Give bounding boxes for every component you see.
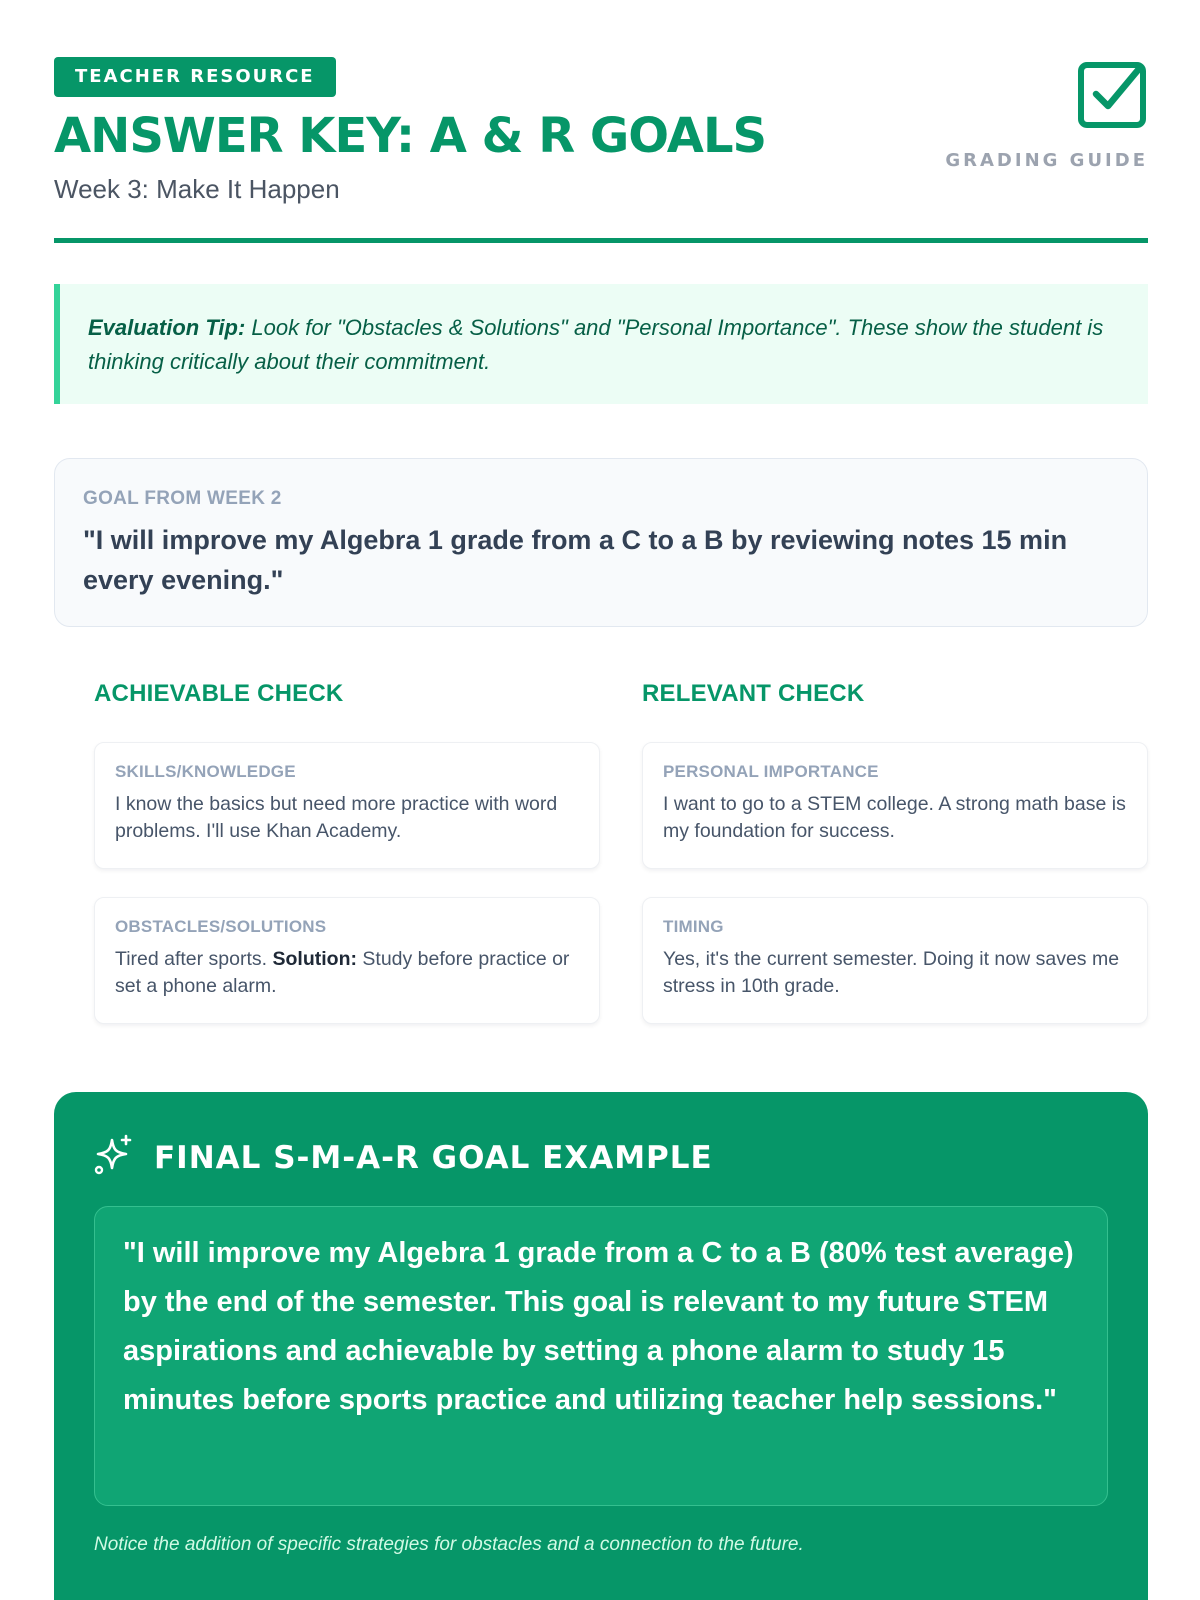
skills-text: I know the basics but need more practice with word problems. I'll use Khan Academy. (115, 793, 558, 842)
check-square-icon (1076, 58, 1148, 130)
tip-text: Look for "Obstacles & Solutions" and "Personal Importance". These show the student is thinking critically about their commitment. (88, 315, 1104, 374)
evaluation-tip (54, 284, 1148, 404)
obstacles-card (94, 897, 600, 1024)
achievable-column (94, 680, 600, 997)
previous-goal-card (54, 458, 1148, 627)
page-title: ANSWER KEY: A & R GOALS (54, 108, 767, 164)
final-goal-note: Notice the addition of specific strategies for obstacles and a connection to the future. (94, 1534, 804, 1555)
achievable-heading: ACHIEVABLE CHECK (94, 680, 344, 707)
importance-card (642, 742, 1148, 869)
obstacles-text (115, 946, 579, 1000)
obstacles-solution: Study before practice or set a phone alarm. (115, 948, 570, 997)
header-divider (54, 238, 1148, 243)
tip-label: Evaluation Tip: (88, 315, 246, 340)
relevant-column (642, 680, 1148, 997)
obstacles-label: OBSTACLES/SOLUTIONS (115, 917, 327, 936)
skills-card (94, 742, 600, 869)
final-goal-title: FINAL S-M-A-R GOAL EXAMPLE (154, 1140, 713, 1176)
timing-label: TIMING (663, 917, 724, 936)
importance-label: PERSONAL IMPORTANCE (663, 762, 879, 781)
grading-guide-label: GRADING GUIDE (945, 150, 1148, 171)
skills-label: SKILLS/KNOWLEDGE (115, 762, 296, 781)
previous-goal-quote: "I will improve my Algebra 1 grade from a C to a B by reviewing notes 15 min every evening." (83, 525, 1068, 595)
final-goal-quote: "I will improve my Algebra 1 grade from a C to a B (80% test average) by the end of the semester. This goal is relevant to my future STEM aspirations and achievable by setting a phone alarm to study 15 minutes before sports practice and utilizing teacher help sessions." (94, 1206, 1108, 1506)
timing-card (642, 897, 1148, 1024)
relevant-heading: RELEVANT CHECK (642, 680, 865, 707)
final-goal-section (54, 1092, 1148, 1600)
obstacles-problem: Tired after sports. (115, 948, 273, 970)
sparkles-icon (92, 1134, 134, 1176)
solution-label: Solution: (272, 948, 357, 970)
importance-text: I want to go to a STEM college. A strong math base is my foundation for success. (663, 793, 1126, 842)
previous-goal-label: GOAL FROM WEEK 2 (83, 488, 282, 509)
teacher-resource-badge: TEACHER RESOURCE (54, 57, 336, 97)
timing-text: Yes, it's the current semester. Doing it now saves me stress in 10th grade. (663, 948, 1120, 997)
page-subtitle: Week 3: Make It Happen (54, 174, 340, 204)
